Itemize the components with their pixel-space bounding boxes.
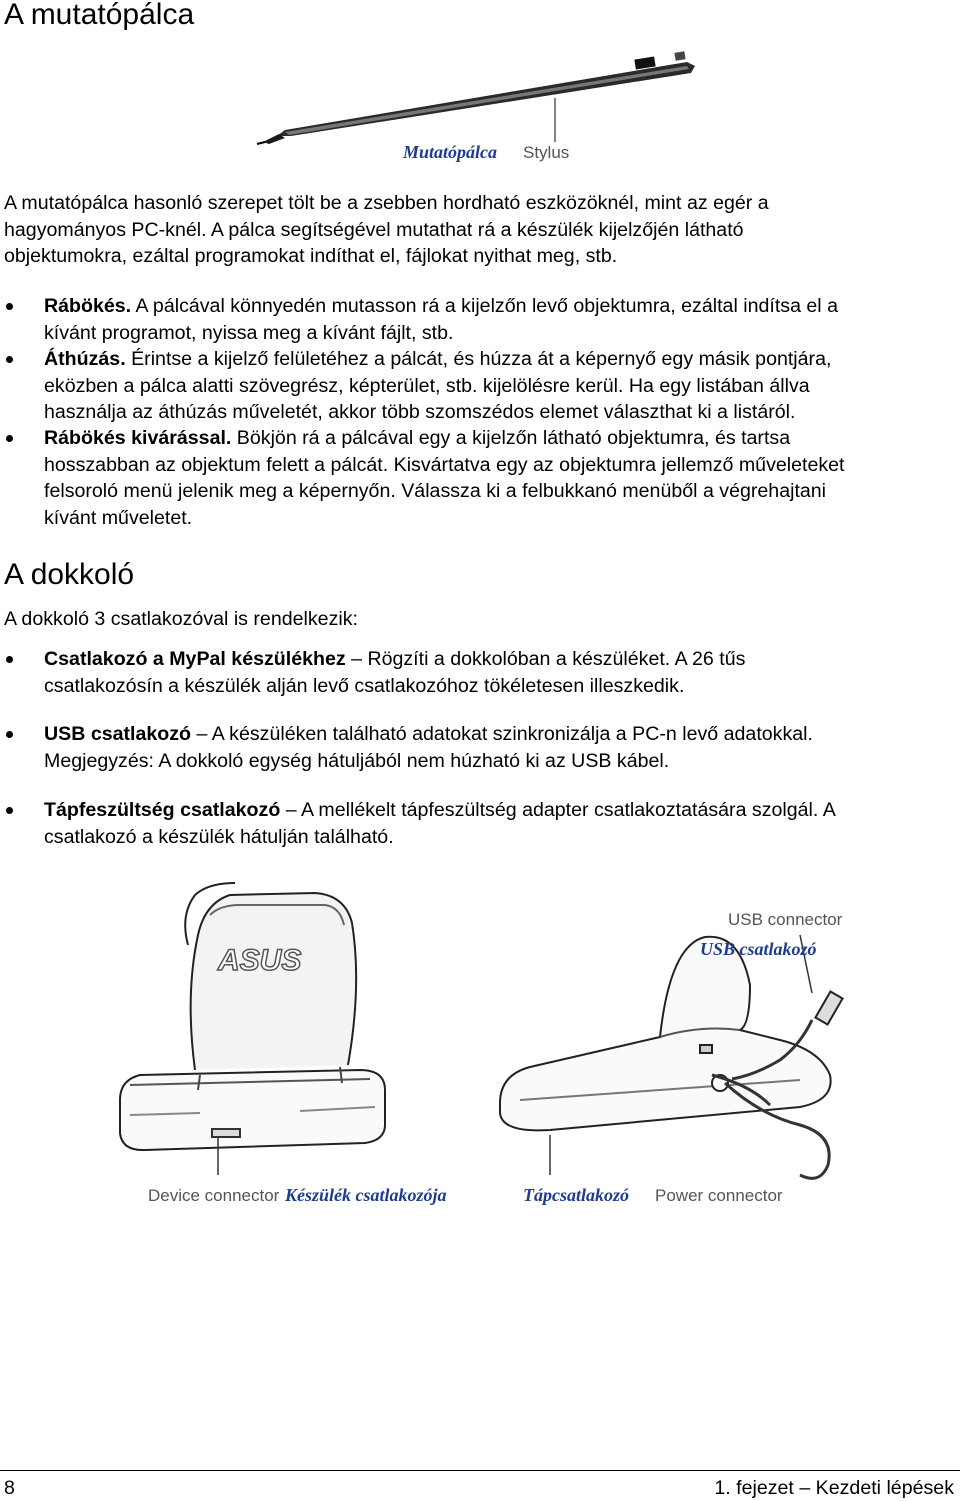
intro-line: objektumokra, ezáltal programokat indíthat el, fájlokat nyithat meg, stb. [4,245,618,267]
stylus-figure [255,40,705,165]
dock-front-illustration [120,883,385,1150]
stylus-illustration [257,51,695,144]
bullet-term: Rábökés kivárással. [44,427,232,449]
bullet-rabokes [44,293,949,346]
bullet-text: Megjegyzés: A dokkoló egység hátuljából nem húzható ki az USB kábel. [44,749,670,772]
caption-usb-en: USB connector [728,910,843,929]
caption-power-en: Power connector [655,1186,783,1205]
bullet-text: kívánt programot, nyissa meg a kívánt fájlt, stb. [44,321,454,344]
bullet-text: – Rögzíti a dokkolóban a készüléket. A 26 tűs [345,648,746,670]
bullet-text: felsoroló menü jelenik meg a képernyőn. Válassza ki a felbukkanó menüből a végrehajtani [44,480,827,502]
stylus-caption-hu: Mutatópálca [403,142,498,162]
bullet-usb-connector [44,721,949,774]
bullet-dot [6,303,13,310]
section-heading-stylus: A mutatópálca [4,0,195,31]
stylus-intro [4,190,944,270]
bullet-athuzas [44,346,949,426]
bullet-text: csatlakozósín a készülék alján levő csatlakozóhoz tökéletesen illeszkedik. [44,674,685,697]
bullet-device-connector [44,646,949,699]
bullet-dot [6,435,13,442]
bullet-text: használja az áthúzás műveletét, akkor több szomszédos elemet választhat ki a listáról. [44,401,796,423]
bullet-term: Áthúzás. [44,348,126,370]
dock-figure [100,875,860,1215]
bullet-term: Rábökés. [44,295,132,317]
bullet-text: – A mellékelt tápfeszültség adapter csatlakoztatására szolgál. A [280,799,836,821]
asus-logo: ASUS [218,944,302,977]
bullet-text: Bökjön rá a pálcával egy a kijelzőn látható objektumra, és tartsa [231,427,791,449]
caption-power-hu: Tápcsatlakozó [523,1185,629,1205]
bullet-text: kívánt műveletet. [44,506,193,529]
bullet-term: Tápfeszültség csatlakozó [44,799,281,821]
bullet-text: csatlakozó a készülék hátulján található. [44,825,394,848]
bullet-text: hosszabban az objektum felett a pálcát. Kisvártatva egy az objektumra jellemző műveleteket [44,453,845,476]
section-heading-dock: A dokkoló [4,558,135,591]
caption-usb-hu: USB csatlakozó [700,939,817,959]
chapter-title: 1. fejezet – Kezdeti lépések [714,1477,954,1499]
bullet-dot [6,731,13,738]
bullet-dot [6,356,13,363]
bullet-power-connector [44,797,949,850]
bullet-term: USB csatlakozó [44,723,192,745]
bullet-dot [6,807,13,814]
intro-line: hagyományos PC-knél. A pálca segítségével mutathat rá a készülék kijelzőjén látható [4,218,744,241]
bullet-rabokes-kivarassal [44,425,949,531]
bullet-text: Érintse a kijelző felületéhez a pálcát, és húzza át a képernyő egy másik pontjára, [125,348,832,370]
page-number: 8 [4,1477,15,1499]
stylus-caption-en: Stylus [523,143,570,162]
footer-divider [0,1470,960,1471]
bullet-text: A pálcával könnyedén mutasson rá a kijelzőn levő objektumra, ezáltal indítsa el a [131,295,839,317]
intro-line: A mutatópálca hasonló szerepet tölt be a zsebben hordható eszközöknél, mint az egér a [4,192,769,214]
caption-device-hu: Készülék csatlakozója [285,1185,447,1205]
caption-device-en: Device connector [148,1186,280,1205]
dock-intro: A dokkoló 3 csatlakozóval is rendelkezik: [4,608,358,630]
bullet-text: – A készüléken található adatokat szinkronizálja a PC-n levő adatokkal. [191,723,813,745]
bullet-text: eközben a pálca alatti szövegrész, képterület, stb. kijelölésre kerül. Ha egy listában állva [44,374,810,397]
bullet-term: Csatlakozó a MyPal készülékhez [44,648,346,670]
bullet-dot [6,656,13,663]
